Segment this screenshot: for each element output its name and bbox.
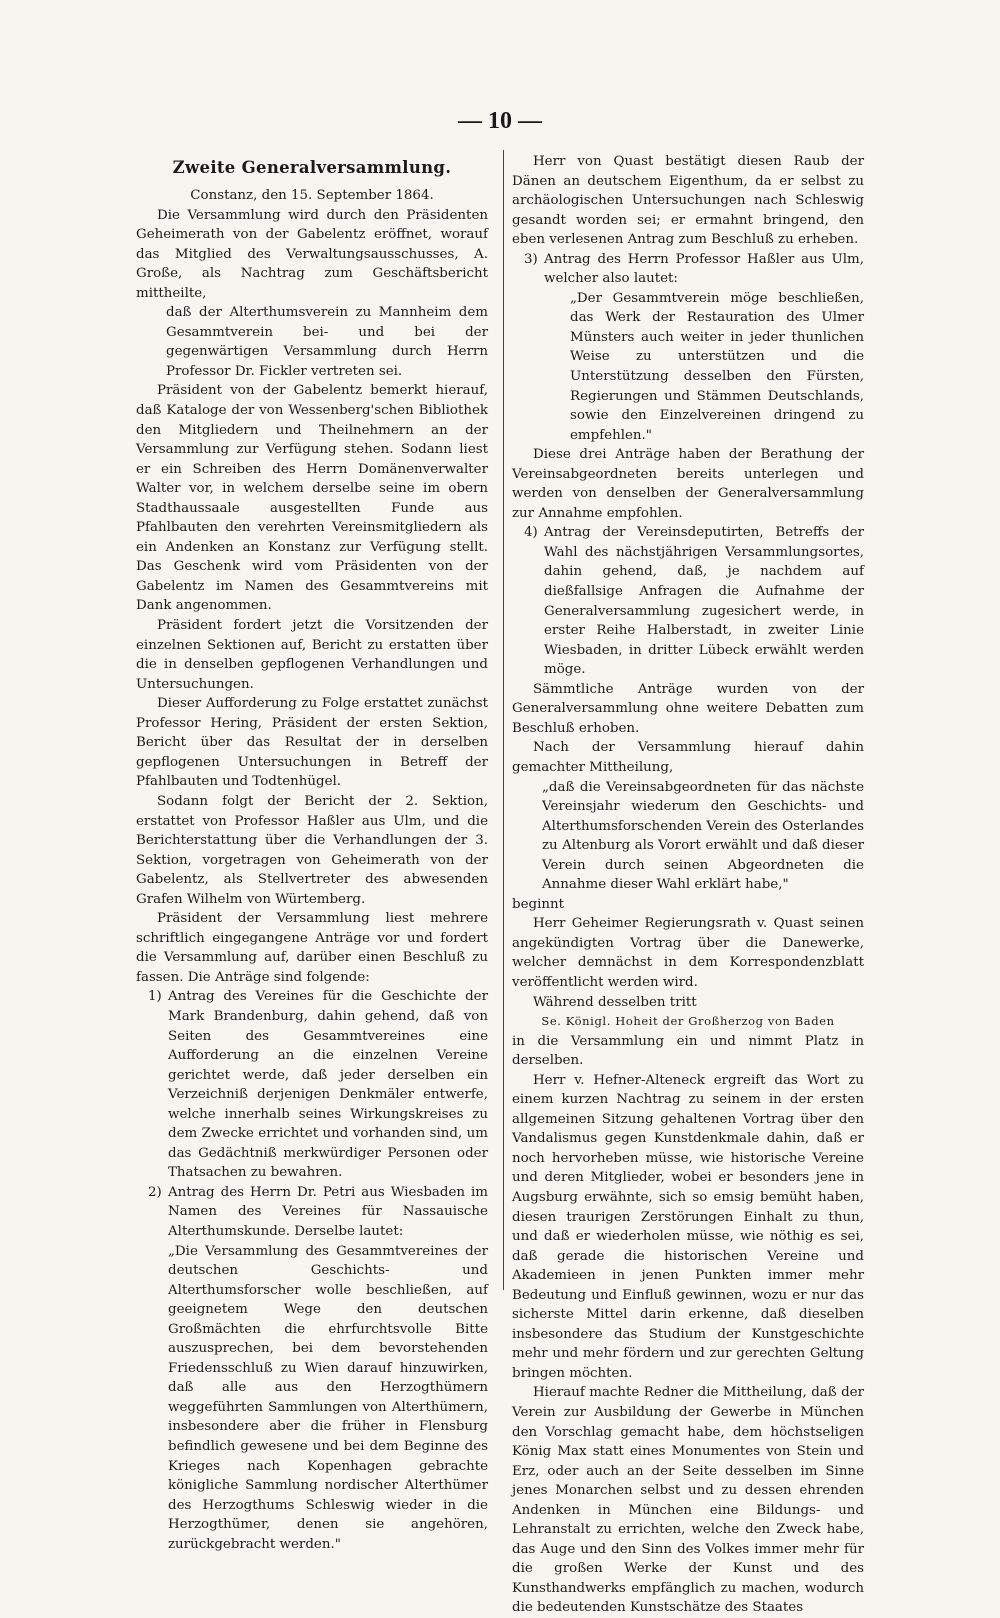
item-text: Antrag des Herrn Professor Haßler aus Ulm, welcher also lautet: xyxy=(544,251,864,287)
section-title: Zweite Generalversammlung. xyxy=(172,158,452,177)
quoted-statement: „daß die Vereinsabgeordneten für das nächste Vereinsjahr wiederum den Geschichts- und Alterthumsforschenden Verein des Osterlandes zu Altenburg als Vorort erwählt und daß dieser Verein durch seinen Abgeordneten die Annahme dieser Wahl erklärt habe," xyxy=(542,779,864,893)
paragraph: Die Versammlung wird durch den Präsidenten Geheimerath von der Gabelentz eröffnet, worauf das Mitglied des Verwaltungsausschusses, A. Große, als Nachtrag zum Geschäftsbericht mittheilte, xyxy=(136,207,488,301)
page-number: — 10 — xyxy=(458,108,542,134)
item-text: Antrag des Vereines für die Geschichte der Mark Brandenburg, dahin gehend, daß von Seiten des Gesammtvereines eine Aufforderung an die einzelnen Vereine gerichtet werde, daß jeder derselben ein Verzeichniß derjenigen Denkmäler entwerfe, welche innerhalb seines Wirkungskreises zu dem Zwecke errichtet und vorhanden sind, um das Gedächtniß merkwürdiger Personen oder Thatsachen zu bewahren. xyxy=(168,989,488,1181)
paragraph: Präsident fordert jetzt die Vorsitzenden der einzelnen Sektionen auf, Bericht zu erstatten über die in denselben gepflogenen Verhandlungen und Untersuchungen. xyxy=(136,618,488,692)
item-number: 3) xyxy=(524,251,538,267)
paragraph: Herr von Quast bestätigt diesen Raub der Dänen an deutschem Eigenthum, da er selbst zu archäologischen Untersuchungen nach Schleswig gesandt worden sei; er ermahnt bringend, den eben verlesenen Antrag zum Beschluß zu erheben. xyxy=(512,154,864,248)
item-text: Antrag des Herrn Dr. Petri aus Wiesbaden im Namen des Vereines für Nassauische Alterthumskunde. Derselbe lautet: xyxy=(168,1184,488,1239)
notable-person: Se. Königl. Hoheit der Großherzog von Baden xyxy=(541,1014,835,1029)
left-column xyxy=(136,150,488,1554)
paragraph: Sämmtliche Anträge wurden von der Generalversammlung ohne weitere Debatten zum Beschluß erhoben. xyxy=(512,681,864,736)
paragraph: Dieser Aufforderung zu Folge erstattet zunächst Professor Hering, Präsident der ersten Sektion, Bericht über das Resultat der in derselben gepflogenen Untersuchungen in Betreff der Pfahlbauten und Todtenhügel. xyxy=(136,696,488,790)
motion-item-4 xyxy=(512,523,864,679)
paragraph: Sodann folgt der Bericht der 2. Sektion, erstattet von Professor Haßler aus Ulm, und die Berichterstattung über die Verhandlungen der 3. Sektion, vorgetragen von Geheimerath von der Gabelentz, als Stellvertreter des abwesenden Grafen Wilhelm von Würtemberg. xyxy=(136,793,488,907)
motion-item-2 xyxy=(136,1183,488,1242)
item-number: 1) xyxy=(148,989,162,1005)
paragraph: Diese drei Anträge haben der Berathung der Vereinsabgeordneten bereits unterlegen und werden von denselben der Generalversammlung zur Annahme empfohlen. xyxy=(512,447,864,521)
right-column xyxy=(512,152,864,1618)
column-divider xyxy=(503,150,504,1290)
paragraph: Während desselben tritt xyxy=(533,994,697,1010)
item-text: Antrag der Vereinsdeputirten, Betreffs der Wahl des nächstjährigen Versammlungsortes, dahin gehend, daß, je nachdem auf dießfallsige Anfragen die Aufnahme der Generalversammlung zugesichert werde, in erster Reihe Halberstadt, in zweiter Linie Wiesbaden, in dritter Lübeck erwählt werden möge. xyxy=(544,525,864,678)
dateline: Constanz, den 15. September 1864. xyxy=(190,188,434,203)
paragraph: Hierauf machte Redner die Mittheilung, daß der Verein zur Ausbildung der Gewerbe in München den Vorschlag gemacht habe, dem höchstseligen König Max statt eines Monumentes von Stein und Erz, oder auch an der Seite desselben im Sinne jenes Monarchen selbst und zu dessen ehrenden Andenken in München eine Bildungs- und Lehranstalt zu errichten, welche den Zweck habe, das Auge und den Sinn des Volkes immer mehr für die großen Werke der Kunst und des Kunsthandwerks empfänglich zu machen, wodurch die bedeutenden Kunstschätze des Staates xyxy=(512,1385,864,1616)
motion-item-3 xyxy=(512,250,864,289)
paragraph: Präsident der Versammlung liest mehrere schriftlich eingegangene Anträge vor und fordert die Versammlung auf, darüber einen Beschluß zu fassen. Die Anträge sind folgende: xyxy=(136,911,488,985)
item-number: 4) xyxy=(524,525,538,541)
paragraph: Herr Geheimer Regierungsrath v. Quast seinen angekündigten Vortrag über die Danewerke, welcher demnächst in dem Korrespondenzblatt veröffentlicht werden wird. xyxy=(512,916,864,990)
paragraph: Herr v. Hefner-Alteneck ergreift das Wort zu einem kurzen Nachtrag zu seinem in der ersten allgemeinen Sitzung gehaltenen Vortrag über den Vandalismus gegen Kunstdenkmale dahin, daß er noch hervorheben müsse, wie historische Vereine und deren Mitglieder, wobei er besonders jene in Augsburg erwähnte, sich so emsig bemüht haben, diesen traurigen Zerstörungen Einhalt zu thun, und daß er wiederholen müsse, wie nöthig es sei, daß gerade die historischen Vereine und Akademieen in jenen Punkten immer mehr Bedeutung und Einfluß gewinnen, wozu er nur das sicherste Mittel darin erkenne, daß dieselben insbesondere das Studium der Kunstgeschichte mehr und mehr fördern und zur gerechten Geltung bringen möchten. xyxy=(512,1072,864,1381)
item-number: 2) xyxy=(148,1184,162,1200)
paragraph: Präsident von der Gabelentz bemerkt hierauf, daß Kataloge der von Wessenberg'schen Bibliothek den Mitgliedern und Theilnehmern an der Versammlung zur Verfügung stehen. Sodann liest er ein Schreiben des Herrn Domänenverwalter Walter vor, in welchem derselbe seine im obern Stadthaussaale ausgestellten Funde aus Pfahlbauten den verehrten Vereinsmitgliedern als ein Andenken an Konstanz zur Verfügung stellt. Das Geschenk wird vom Präsidenten von der Gabelentz im Namen des Gesammtvereins mit Dank angenommen. xyxy=(136,383,488,614)
quoted-statement: daß der Alterthumsverein zu Mannheim dem Gesammtverein bei- und bei der gegenwärtigen Versammlung durch Herrn Professor Dr. Fickler vertreten sei. xyxy=(166,305,488,379)
motion-quote: „Die Versammlung des Gesammtvereines der deutschen Geschichts- und Alterthumsforscher wolle beschließen, auf geeignetem Wege den deutschen Großmächten die ehrfurchtsvolle Bitte auszusprechen, bei dem bevorstehenden Friedensschluß zu Wien darauf hinzuwirken, daß alle aus den Herzogthümern weggeführten Sammlungen von Alterthümern, insbesondere aber die früher in Flensburg befindlich gewesene und bei dem Beginne des Krieges nach Kopenhagen gebrachte königliche Sammlung nordischer Alterthümer des Herzogthums Schleswig wieder in die Herzogthümer, denen sie angehören, zurückgebracht werden." xyxy=(168,1243,488,1552)
motion-quote: „Der Gesammtverein möge beschließen, das Werk der Restauration des Ulmer Münsters auch weiter in jeder thunlichen Weise zu unterstützen und die Unterstützung desselben den Fürsten, Regierungen und Stämmen Deutschlands, sowie den Einzelvereinen dringend zu empfehlen." xyxy=(570,290,864,443)
paragraph: in die Versammlung ein und nimmt Platz in derselben. xyxy=(512,1033,864,1069)
paragraph: beginnt xyxy=(512,896,564,912)
paragraph: Nach der Versammlung hierauf dahin gemachter Mittheilung, xyxy=(512,740,864,775)
motion-item-1 xyxy=(136,987,488,1182)
